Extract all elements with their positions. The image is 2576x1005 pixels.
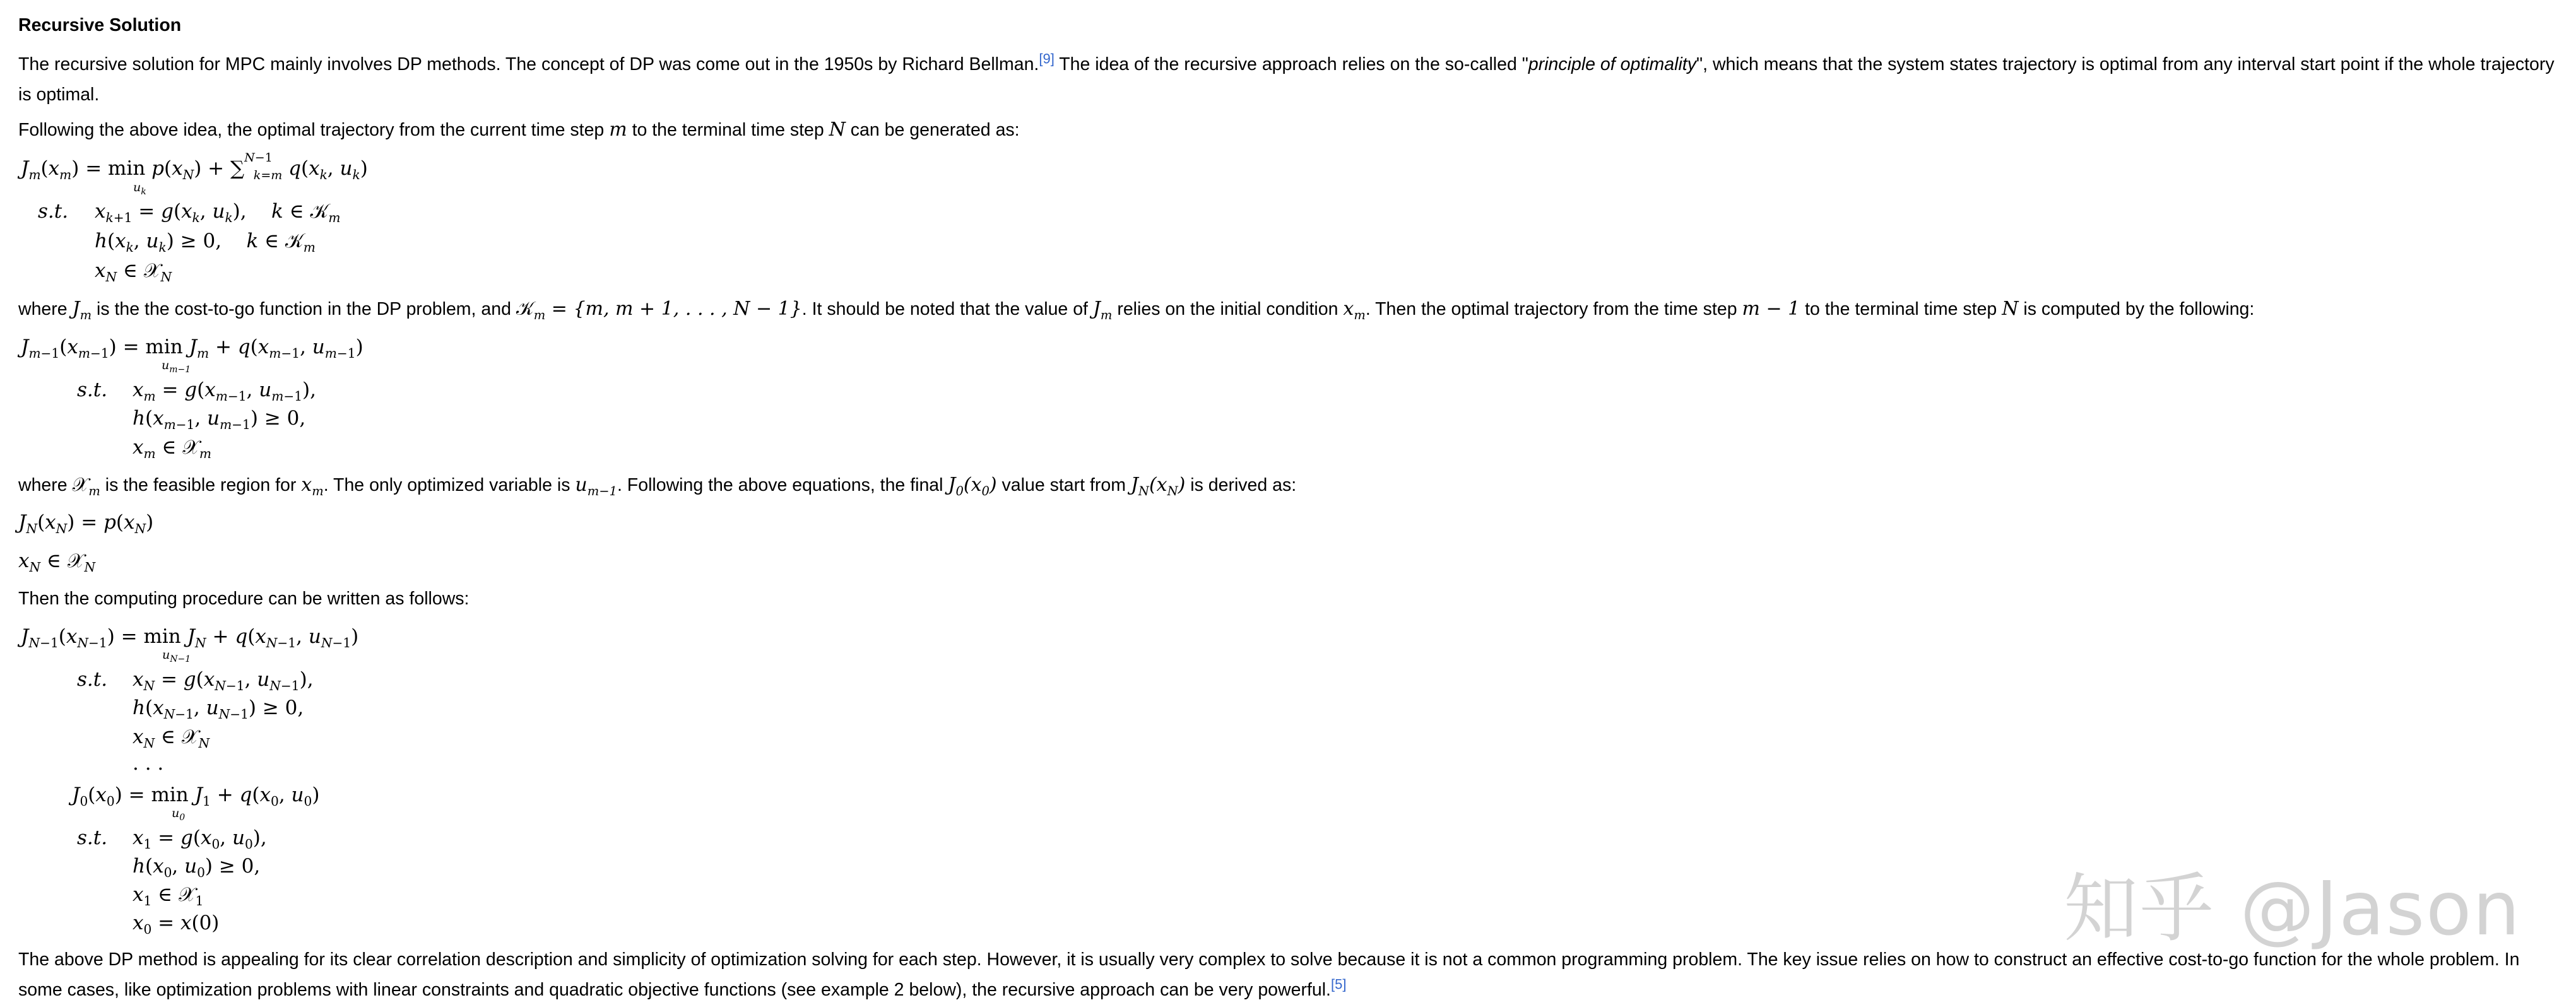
- intro-emphasis: principle of optimality: [1528, 54, 1696, 74]
- where-text-b: is the the cost-to-go function in the DP problem, and: [92, 299, 516, 319]
- equation-dynamics-2: $x_m = g(x_{m-1}$, $u_{m-1}$),: [133, 379, 316, 404]
- equation-JN1-objective: $J_{N-1}(x_{N-1}) = \min J_N + q(x_{N-1}$, $u_{N-1}$): [21, 625, 359, 651]
- equation-xN-set: $x_N$ ∈ 𝒳$_N$: [18, 550, 96, 575]
- paragraph-where-Jm: where $J_m$ is the the cost-to-go function in the DP problem, and 𝒦$_m$ = {m, m + 1, . . . , N − 1}. It should be noted that the value of $J_m$ relies on the initial condition $x_m$. Then the optimal trajectory from the time step m − 1 to the terminal time step N is computed by the following:: [18, 298, 2255, 322]
- equation-dynamics-3: $x_N = g(x_{N-1}$, $u_{N-1}$),: [133, 668, 314, 694]
- min-subscript-uN1: $u_{N-1}$: [162, 648, 191, 664]
- paragraph-following: [18, 115, 1020, 145]
- feasible-text-e: value start from: [996, 475, 1131, 495]
- equation-terminal-4: $x_1$ ∈ 𝒳$_1$: [133, 883, 204, 909]
- paragraph-intro: [18, 49, 2561, 110]
- following-text-a: Following the above idea, the optimal trajectory from the current time step: [18, 120, 610, 140]
- feasible-text-c: . The only optimized variable is: [323, 475, 576, 495]
- equation-terminal-1: $x_N$ ∈ 𝒳$_N$: [95, 259, 172, 285]
- where-text-f: to the terminal time step: [1800, 299, 2002, 319]
- citation-link-9[interactable]: [9]: [1039, 50, 1055, 67]
- equation-J0-objective: $J_0(x_0) = \min J_1 + q(x_0$, $u_0$): [72, 784, 320, 809]
- following-text-c: can be generated as:: [845, 120, 1020, 140]
- citation-link-5[interactable]: [5]: [1330, 976, 1347, 992]
- equation-ellipsis: . . .: [133, 752, 164, 775]
- where-text-c: . It should be noted that the value of: [801, 299, 1093, 319]
- equation-ineq-2: $h(x_{m-1}$, $u_{m-1}) \ge 0$,: [133, 407, 306, 433]
- equation-st-label-1: s.t.: [38, 200, 69, 223]
- section-heading: Recursive Solution: [18, 15, 182, 35]
- math-m-minus-1: m − 1: [1742, 298, 1800, 320]
- math-m: m: [609, 119, 627, 141]
- equation-terminal-3: $x_N$ ∈ 𝒳$_N$: [133, 726, 210, 751]
- equation-ineq-3: $h(x_{N-1}$, $u_{N-1}) \ge 0$,: [133, 696, 304, 722]
- paragraph-procedure: Then the computing procedure can be written as follows:: [18, 589, 470, 609]
- intro-text-a: The recursive solution for MPC mainly involves DP methods. The concept of DP was come out in the 1950s by Richard Bellman.: [18, 54, 1039, 74]
- watermark: 知乎 @Jason: [2064, 865, 2522, 952]
- where-text-e: . Then the optimal trajectory from the time step: [1365, 299, 1742, 319]
- math-Km-set: = {m, m + 1, . . . , N − 1}: [545, 298, 802, 320]
- equation-st-label-2: s.t.: [77, 379, 108, 401]
- feasible-text-a: where: [18, 475, 73, 495]
- min-subscript-uk: $u_k$: [133, 180, 146, 197]
- equation-Jm1-objective: $J_{m-1}(x_{m-1}) = \min J_m + q(x_{m-1}$, $u_{m-1}$): [21, 336, 363, 361]
- equation-ineq-4: $h(x_0$, $u_0) \ge 0$,: [133, 855, 261, 881]
- min-subscript-u0: $u_0$: [172, 806, 186, 823]
- math-N-2: N: [2002, 298, 2019, 320]
- where-text-a: where: [18, 299, 73, 319]
- equation-dynamics-4: $x_1 = g(x_0$, $u_0$),: [133, 826, 267, 852]
- feasible-text-b: is the feasible region for: [100, 475, 302, 495]
- equation-st-label-3: s.t.: [77, 668, 108, 691]
- where-text-d: relies on the initial condition: [1112, 299, 1344, 319]
- math-N: N: [829, 119, 846, 141]
- equation-ineq-1: $h(x_k$, $u_k) \ge 0$, k ∈ 𝒦$_m$: [95, 230, 316, 256]
- conclusion-text: The above DP method is appealing for its clear correlation description and simplicity of optimization solving for each step. However, it is usually very complex to solve because it is not a common programming problem. The key issue relies on how to construct an effective cost-to-go function for the whole problem. In some cases, like optimization problems with linear constraints and quadratic objective functions (see example 2 below), the recursive approach can be very powerful.: [18, 949, 2520, 1000]
- intro-text-c: ", which means that the system states trajectory is optimal from any interval start point if the whole trajectory is optimal.: [18, 54, 2555, 105]
- feasible-text-d: . Following the above equations, the final: [617, 475, 948, 495]
- equation-terminal-2: $x_m$ ∈ 𝒳$_m$: [133, 436, 212, 462]
- min-subscript-um1: $u_{m-1}$: [162, 358, 191, 375]
- feasible-text-f: is derived as:: [1185, 475, 1297, 495]
- equation-dynamics-1: $x_{k+1} = g(x_k$, $u_k$), k ∈ 𝒦$_m$: [95, 200, 341, 226]
- where-text-g: is computed by the following:: [2018, 299, 2255, 319]
- equation-initial-condition: $x_0 = x(0)$: [133, 912, 220, 937]
- equation-Jm-objective: $J_m(x_m) = \min p(x_N) + \sum^{N-1}_{k=m}$ $q(x_k$, $u_k$): [21, 150, 368, 183]
- equation-st-label-4: s.t.: [77, 826, 108, 849]
- equation-JN-terminal: $J_N(x_N) = p(x_N)$: [18, 511, 154, 537]
- intro-text-b: The idea of the recursive approach relies on the so-called ": [1054, 54, 1528, 74]
- following-text-b: to the terminal time step: [627, 120, 829, 140]
- paragraph-feasible-region: where 𝒳$_m$ is the feasible region for $x_m$. The only optimized variable is $u_{m-1}$. Following the above equations, the final $J_0(x_0)$ value start from $J_N(x_N)$ is derived as:: [18, 474, 1297, 498]
